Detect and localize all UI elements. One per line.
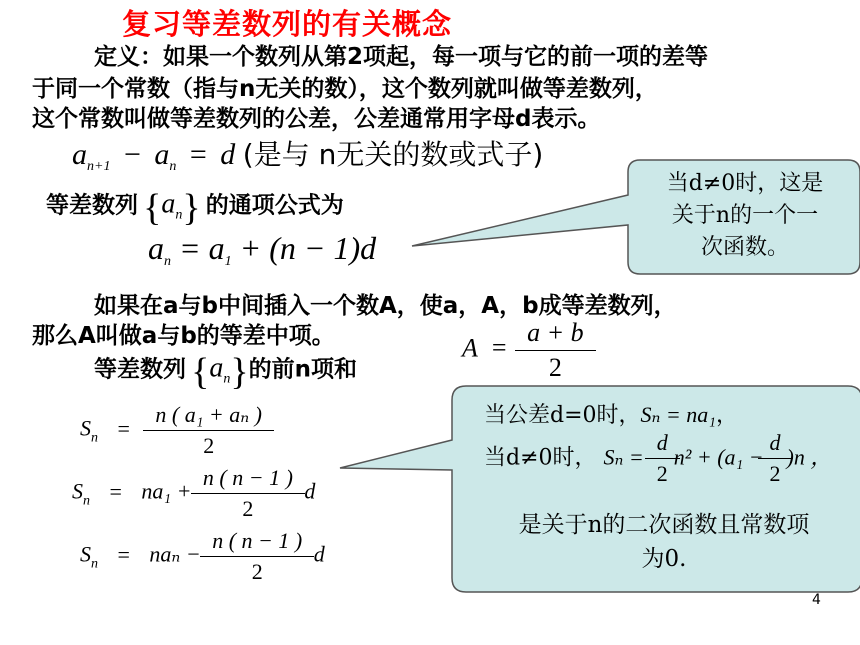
sum-formula-1: $S_n$ = $\frac{\text{n ( a₁ + aₙ )}}{2}$ [80,402,268,459]
sum-line: 等差数列 {an}的前n项和 [94,351,357,393]
middle-term-formula: A = $\frac{a + b}{2}$ [462,318,590,383]
sum-formula-2: $S_n = na_1$ + $\frac{n ( n - 1 )}{2}$ d [72,465,316,521]
slide-title: 复习等差数列的有关概念 [122,7,453,41]
definition-line-3: 这个常数叫做等差数列的公差，公差通常用字母d表示。 [32,106,601,132]
difference-formula: $a_{n+1} - a_n = d$ (是与 n无关的数或式子) [72,138,544,174]
middle-term-line-1: 如果在a与b中间插入一个数A，使a，A，b成等差数列， [94,293,677,319]
callout2-line-2: 当d≠0时， Sₙ = $\frac{d}{2}$ n² + (a₁ − $\frac{d}{2}$ )n ， [484,430,833,486]
definition-line-2: 于同一个常数（指与n无关的数），这个数列就叫做等差数列， [32,76,658,102]
callout1-text: 当d≠0时，这是 关于n的一个一 次函数。 [666,171,824,260]
sum-formula-3: $S_n = na_n$ − $\frac{n ( n - 1 )}{2}$ d [80,528,325,584]
definition-line-1: 定义：如果一个数列从第2项起，每一项与它的前一项的差等 [94,44,709,70]
general-term-formula: $a_n = a_1 + (n - 1)d$ [148,230,377,269]
middle-term-line-2: 那么A叫做a与b的等差中项。 [32,323,335,349]
page-number: 4 [812,592,821,608]
callout2-tail: 是关于n的二次函数且常数项 为0. [518,512,810,572]
general-term-line: 等差数列 {an} 的通项公式为 [46,187,344,229]
callout2-line-1: 当公差d=0时，Sₙ = na₁， [484,402,738,428]
